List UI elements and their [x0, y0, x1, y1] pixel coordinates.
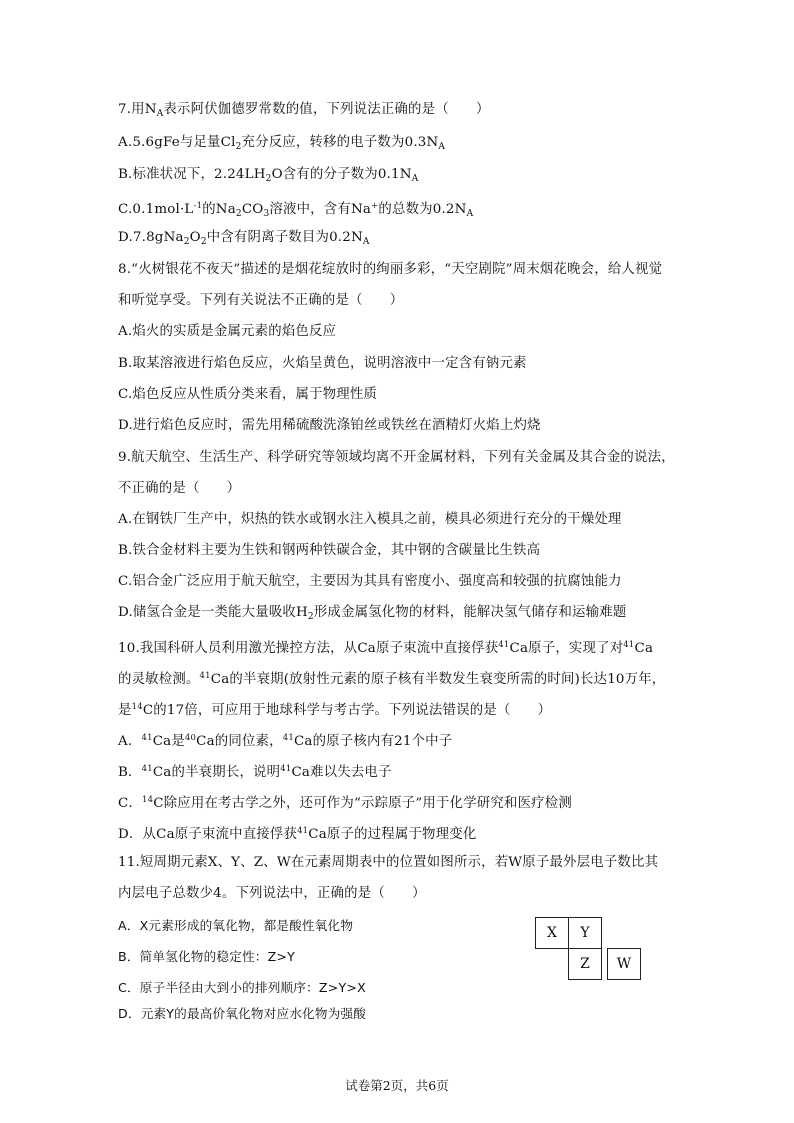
q10-option-c: C．$^{14}$C除应用在考古学之外，还可作为“示踪原子”用于化学研究和医疗检测 — [118, 795, 572, 811]
cell-x: X — [535, 917, 569, 949]
q7-option-b: B.标准状况下，$2.24LH_2O$含有的分子数为$0.1N_A$ — [118, 167, 419, 184]
q9-option-c: C.铝合金广泛应用于航天航空，主要因为其具有密度小、强度高和较强的抗腐蚀能力 — [118, 574, 622, 589]
q10-option-b: B．$^{41}$Ca的半衰期长，说明$^{41}$Ca难以失去电子 — [118, 764, 392, 780]
q8-option-b: B.取某溶液进行焰色反应，火焰呈黄色，说明溶液中一定含有钠元素 — [118, 356, 527, 371]
q7-stem: 7.用$N_A$表示阿伏伽德罗常数的值，下列说法正确的是（ ） — [118, 102, 490, 119]
q10-option-a: A．$^{41}$Ca是$^{40}$Ca的同位素，$^{41}$Ca的原子核内有21个中子 — [118, 733, 453, 749]
q8-option-d: D.进行焰色反应时，需先用稀硫酸洗涤铂丝或铁丝在酒精灯火焰上灼烧 — [118, 418, 541, 433]
q11-option-d: D．元素Y的最高价氧化物对应水化物为强酸 — [118, 1006, 367, 1021]
q11-stem-line1: 11.短周期元素X、Y、Z、W在元素周期表中的位置如图所示，若W原子最外层电子数比其 — [118, 855, 659, 870]
cell-w: W — [607, 948, 641, 980]
page-footer: 试卷第2页，共6页 — [345, 1078, 449, 1093]
q8-option-c: C.焰色反应从性质分类来看，属于物理性质 — [118, 387, 378, 402]
q10-stem-line2: 的灵敏检测。$^{41}$Ca的半衰期(放射性元素的原子核有半数发生衰变所需的时间)长达10万年， — [118, 671, 666, 687]
q7-option-d: $D.7.8gNa_2O_2$中含有阴离子数目为$0.2N_A$ — [118, 230, 370, 247]
cell-z: Z — [568, 948, 602, 980]
q9-option-d: D.储氢合金是一类能大量吸收$H_2$形成金属氢化物的材料，能解决氢气储存和运输难题 — [118, 605, 627, 622]
q9-stem-line1: 9.航天航空、生活生产、科学研究等领域均离不开金属材料，下列有关金属及其合金的说法， — [118, 450, 675, 465]
q8-stem-line1: 8.“火树银花不夜天”描述的是烟花绽放时的绚丽多彩，“天空剧院”周末烟花晚会，给人视觉 — [118, 262, 663, 277]
q8-option-a: A.焰火的实质是金属元素的焰色反应 — [118, 324, 337, 339]
q10-option-d: D．从Ca原子束流中直接俘获$^{41}$Ca原子的过程属于物理变化 — [118, 826, 477, 842]
q9-option-b: B.铁合金材料主要为生铁和钢两种铁碳合金，其中钢的含碳量比生铁高 — [118, 543, 541, 558]
q10-stem-line3: 是$^{14}$C的17倍，可应用于地球科学与考古学。下列说法错误的是（ ） — [118, 702, 552, 718]
q11-option-a: A．X元素形成的氧化物，都是酸性氧化物 — [118, 918, 354, 933]
q10-stem-line1: 10.我国科研人员利用激光操控方法，从Ca原子束流中直接俘获$^{41}$Ca原子，实现了对$^{41}$Ca — [118, 640, 654, 656]
q11-stem-line2: 内层电子总数少4。下列说法中，正确的是（ ） — [118, 886, 426, 901]
q11-option-c: C．原子半径由大到小的排列顺序：Z>Y>X — [118, 980, 366, 995]
cell-y: Y — [568, 917, 602, 949]
q9-stem-line2: 不正确的是（ ） — [118, 481, 241, 496]
q9-option-a: A.在钢铁厂生产中，炽热的铁水或钢水注入模具之前，模具必须进行充分的干燥处理 — [118, 512, 622, 527]
q7-option-a: A.5.6gFe与足量$Cl_2$充分反应，转移的电子数为$0.3N_A$ — [118, 135, 446, 152]
q7-option-c: $C.0.1mol\cdot L^{-1}$的$Na_2CO_3$溶液中，含有Na+的总数为$0.2N_A$ — [118, 201, 474, 219]
q11-option-b: B．简单氢化物的稳定性：Z>Y — [118, 949, 296, 964]
q8-stem-line2: 和听觉享受。下列有关说法不正确的是（ ） — [118, 293, 404, 308]
